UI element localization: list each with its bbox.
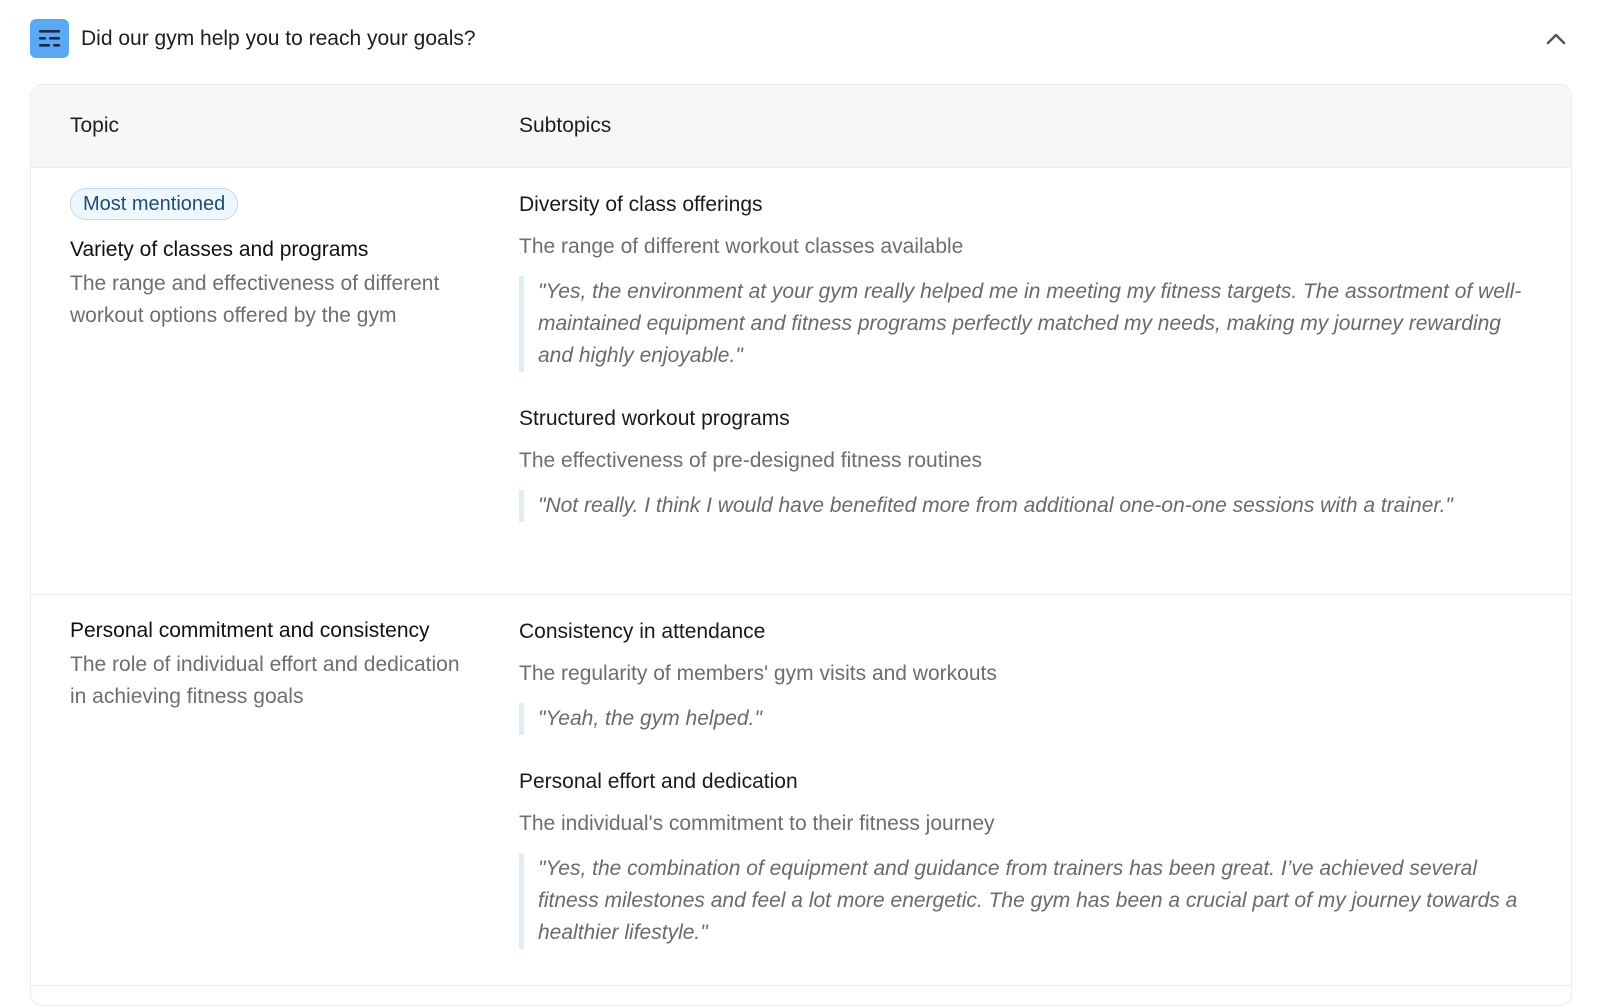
table-row xyxy=(31,595,1571,986)
subtopic-description: The regularity of members' gym visits and workouts xyxy=(519,662,997,685)
subtopics-cell xyxy=(519,192,1529,556)
table-row xyxy=(31,168,1571,595)
subtopic-item xyxy=(519,619,1529,735)
table-header xyxy=(31,85,1571,168)
topic-column-header: Topic xyxy=(70,114,120,137)
topic-description: The range and effectiveness of different workout options offered by the gym xyxy=(70,272,440,327)
subtopic-quote: "Yes, the environment at your gym really helped me in meeting my fitness targets. The assortment of well-maintained equipment and fitness programs perfectly matched my needs, making my journey rewarding and highly enjoyable." xyxy=(519,276,1529,372)
subtopic-title: Consistency in attendance xyxy=(519,620,766,643)
topic-title: Personal commitment and consistency xyxy=(70,619,430,642)
subtopic-quote: "Not really. I think I would have benefited more from additional one-on-one sessions with a trainer." xyxy=(519,490,1529,522)
list-filter-icon xyxy=(30,19,69,58)
topic-cell xyxy=(70,615,465,713)
topic-cell xyxy=(70,188,465,332)
most-mentioned-badge: Most mentioned xyxy=(70,188,238,220)
topic-title: Variety of classes and programs xyxy=(70,238,369,261)
chevron-up-icon[interactable] xyxy=(1542,25,1570,53)
question-header xyxy=(30,19,1570,59)
subtopic-item xyxy=(519,769,1529,949)
subtopic-item xyxy=(519,192,1529,372)
subtopic-description: The individual's commitment to their fitness journey xyxy=(519,812,995,835)
subtopic-description: The effectiveness of pre-designed fitness routines xyxy=(519,449,983,472)
subtopic-quote: "Yes, the combination of equipment and guidance from trainers has been great. I’ve achieved several fitness milestones and feel a lot more energetic. The gym has been a crucial part of my journey towards a healthier lifestyle." xyxy=(519,853,1529,949)
subtopics-column-header: Subtopics xyxy=(519,114,612,137)
question-title: Did our gym help you to reach your goals? xyxy=(81,27,476,50)
subtopic-quote: "Yeah, the gym helped." xyxy=(519,703,1529,735)
subtopic-title: Diversity of class offerings xyxy=(519,193,763,216)
subtopic-description: The range of different workout classes available xyxy=(519,235,964,258)
subtopics-cell xyxy=(519,619,1529,983)
subtopic-title: Personal effort and dedication xyxy=(519,770,798,793)
subtopic-item xyxy=(519,406,1529,522)
subtopic-title: Structured workout programs xyxy=(519,407,790,430)
topics-table xyxy=(30,84,1572,1006)
topic-description: The role of individual effort and dedication in achieving fitness goals xyxy=(70,653,460,708)
